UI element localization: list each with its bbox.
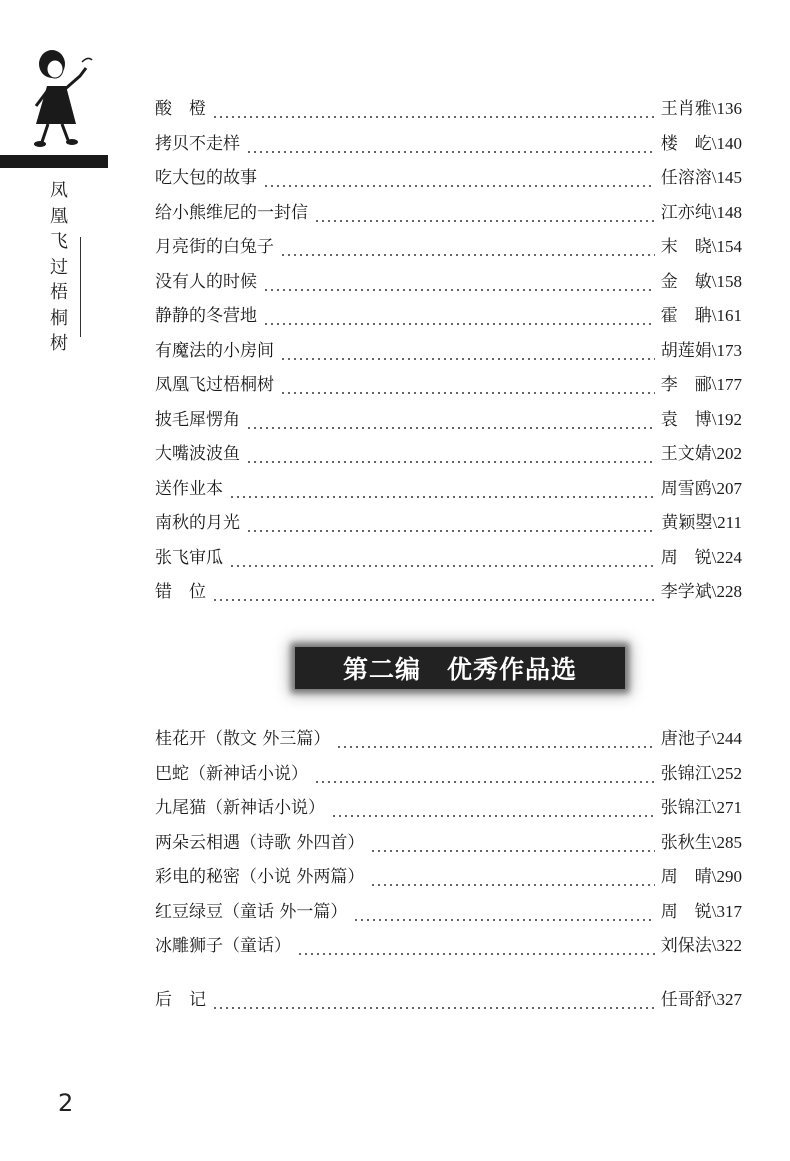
leader-dots xyxy=(212,1007,655,1009)
entry-title: 后 记 xyxy=(155,990,206,1010)
entry-page: \145 xyxy=(711,168,742,187)
entry-title: 错 位 xyxy=(155,582,206,602)
entry-author: 霍 聃 xyxy=(660,306,712,326)
toc-entry[interactable] xyxy=(155,828,742,863)
entry-author: 王文婧 xyxy=(660,444,712,464)
entry-page: \285 xyxy=(711,832,742,852)
entry-page: \207 xyxy=(711,478,742,498)
entry-author: 江亦纯 xyxy=(660,202,712,223)
entry-page: \271 xyxy=(711,798,742,817)
entry-title: 大嘴波波鱼 xyxy=(155,444,240,464)
header-bar xyxy=(0,155,108,168)
entry-title: 张飞审瓜 xyxy=(155,547,223,568)
entry-page: \161 xyxy=(711,306,742,325)
toc-entry[interactable] xyxy=(155,508,742,543)
entry-title: 九尾猫（新神话小说） xyxy=(155,798,325,818)
leader-dots xyxy=(297,953,655,955)
leader-dots xyxy=(212,599,655,601)
leader-dots xyxy=(246,530,655,532)
entry-title: 巴蛇（新神话小说） xyxy=(155,763,308,784)
leader-dots xyxy=(370,884,654,886)
section-heading-banner xyxy=(295,647,625,689)
toc-entry[interactable] xyxy=(155,862,742,897)
entry-title: 红豆绿豆（童话 外一篇） xyxy=(155,901,348,922)
entry-title: 冰雕狮子（童话） xyxy=(155,936,291,956)
entry-author: 王肖雅 xyxy=(660,99,712,119)
vertical-rule xyxy=(80,237,81,337)
entry-page: \148 xyxy=(711,202,742,222)
entry-page: \228 xyxy=(711,582,742,601)
entry-author: 李学斌 xyxy=(660,582,712,602)
entry-title: 酸 橙 xyxy=(155,99,206,119)
entry-author: 唐池子 xyxy=(660,729,712,749)
entry-page: \211 xyxy=(712,513,742,532)
entry-page: \327 xyxy=(711,990,742,1009)
toc-entry[interactable] xyxy=(155,336,742,371)
entry-title: 送作业本 xyxy=(155,478,223,499)
entry-page: \202 xyxy=(711,444,742,463)
toc-section-1 xyxy=(155,94,742,612)
toc-entry[interactable] xyxy=(155,129,742,164)
entry-title: 没有人的时候 xyxy=(155,271,257,292)
leader-dots xyxy=(370,850,654,852)
toc-entry[interactable] xyxy=(155,474,742,509)
entry-title: 两朵云相遇（诗歌 外四首） xyxy=(155,832,365,853)
entry-author: 周 锐 xyxy=(660,901,712,922)
entry-author: 张锦江 xyxy=(660,798,712,818)
toc-entry[interactable] xyxy=(155,94,742,129)
toc-entry[interactable] xyxy=(155,759,742,794)
leader-dots xyxy=(314,781,655,783)
entry-title: 有魔法的小房间 xyxy=(155,340,274,361)
leader-dots xyxy=(280,254,655,256)
leader-dots xyxy=(229,565,655,567)
entry-page: \224 xyxy=(711,547,742,567)
entry-author: 楼 屹 xyxy=(660,133,712,154)
entry-page: \244 xyxy=(711,729,742,748)
entry-author: 袁 博 xyxy=(660,409,712,430)
toc-entry[interactable] xyxy=(155,370,742,405)
leader-dots xyxy=(314,220,655,222)
entry-author: 周雪鸥 xyxy=(660,478,712,499)
leader-dots xyxy=(280,392,655,394)
leader-dots xyxy=(246,427,655,429)
toc-entry[interactable] xyxy=(155,232,742,267)
entry-title: 南秋的月光 xyxy=(155,513,240,533)
entry-page: \154 xyxy=(711,237,742,256)
leader-dots xyxy=(263,323,655,325)
leader-dots xyxy=(353,919,654,921)
section-heading: 第二编 优秀作品选 xyxy=(342,655,577,684)
entry-author: 任哥舒 xyxy=(660,990,712,1010)
leader-dots xyxy=(263,185,655,187)
entry-author: 胡莲娟 xyxy=(660,340,712,361)
leader-dots xyxy=(331,815,655,817)
leader-dots xyxy=(229,496,655,498)
toc-entry[interactable] xyxy=(155,543,742,578)
entry-title: 披毛犀愣角 xyxy=(155,409,240,430)
toc-entry[interactable] xyxy=(155,577,742,612)
toc-section-2 xyxy=(155,724,742,966)
vertical-book-title: 凤凰飞过梧桐树 xyxy=(50,180,68,354)
leader-dots xyxy=(212,116,655,118)
entry-author: 黄颖曌 xyxy=(661,513,713,533)
toc-entry[interactable] xyxy=(155,985,742,1020)
entry-page: \252 xyxy=(711,763,742,783)
entry-author: 任溶溶 xyxy=(660,168,712,188)
entry-page: \140 xyxy=(711,133,742,153)
entry-author: 刘保法 xyxy=(660,936,712,956)
toc-entry[interactable] xyxy=(155,163,742,198)
page-number: 2 xyxy=(58,1089,74,1117)
toc-entry[interactable] xyxy=(155,405,742,440)
entry-title: 凤凰飞过梧桐树 xyxy=(155,375,274,395)
toc-entry[interactable] xyxy=(155,301,742,336)
entry-author: 周 晴 xyxy=(660,867,712,887)
toc-entry[interactable] xyxy=(155,198,742,233)
entry-title: 拷贝不走样 xyxy=(155,133,240,154)
entry-author: 末 晓 xyxy=(660,237,712,257)
leader-dots xyxy=(336,746,654,748)
toc-entry[interactable] xyxy=(155,267,742,302)
entry-page: \317 xyxy=(711,901,742,921)
entry-page: \158 xyxy=(711,271,742,291)
entry-author: 李 郦 xyxy=(660,375,712,395)
entry-author: 周 锐 xyxy=(660,547,712,568)
girl-illustration-icon xyxy=(22,42,94,152)
entry-page: \177 xyxy=(711,375,742,394)
leader-dots xyxy=(246,151,655,153)
entry-title: 桂花开（散文 外三篇） xyxy=(155,729,331,749)
toc-entry[interactable] xyxy=(155,724,742,759)
leader-dots xyxy=(263,289,655,291)
leader-dots xyxy=(246,461,655,463)
entry-page: \322 xyxy=(711,936,742,955)
entry-title: 静静的冬营地 xyxy=(155,306,257,326)
entry-title: 月亮街的白兔子 xyxy=(155,237,274,257)
entry-page: \192 xyxy=(711,409,742,429)
entry-author: 金 敏 xyxy=(660,271,712,292)
entry-title: 给小熊维尼的一封信 xyxy=(155,202,308,223)
toc-entry[interactable] xyxy=(155,931,742,966)
toc-entry[interactable] xyxy=(155,439,742,474)
entry-title: 吃大包的故事 xyxy=(155,168,257,188)
entry-title: 彩电的秘密（小说 外两篇） xyxy=(155,867,365,887)
toc-entry[interactable] xyxy=(155,897,742,932)
entry-page: \290 xyxy=(711,867,742,886)
entry-page: \136 xyxy=(711,99,742,118)
entry-author: 张锦江 xyxy=(660,763,712,784)
toc-afterword xyxy=(155,985,742,1020)
toc-entry[interactable] xyxy=(155,793,742,828)
entry-page: \173 xyxy=(711,340,742,360)
leader-dots xyxy=(280,358,655,360)
entry-author: 张秋生 xyxy=(660,832,712,853)
